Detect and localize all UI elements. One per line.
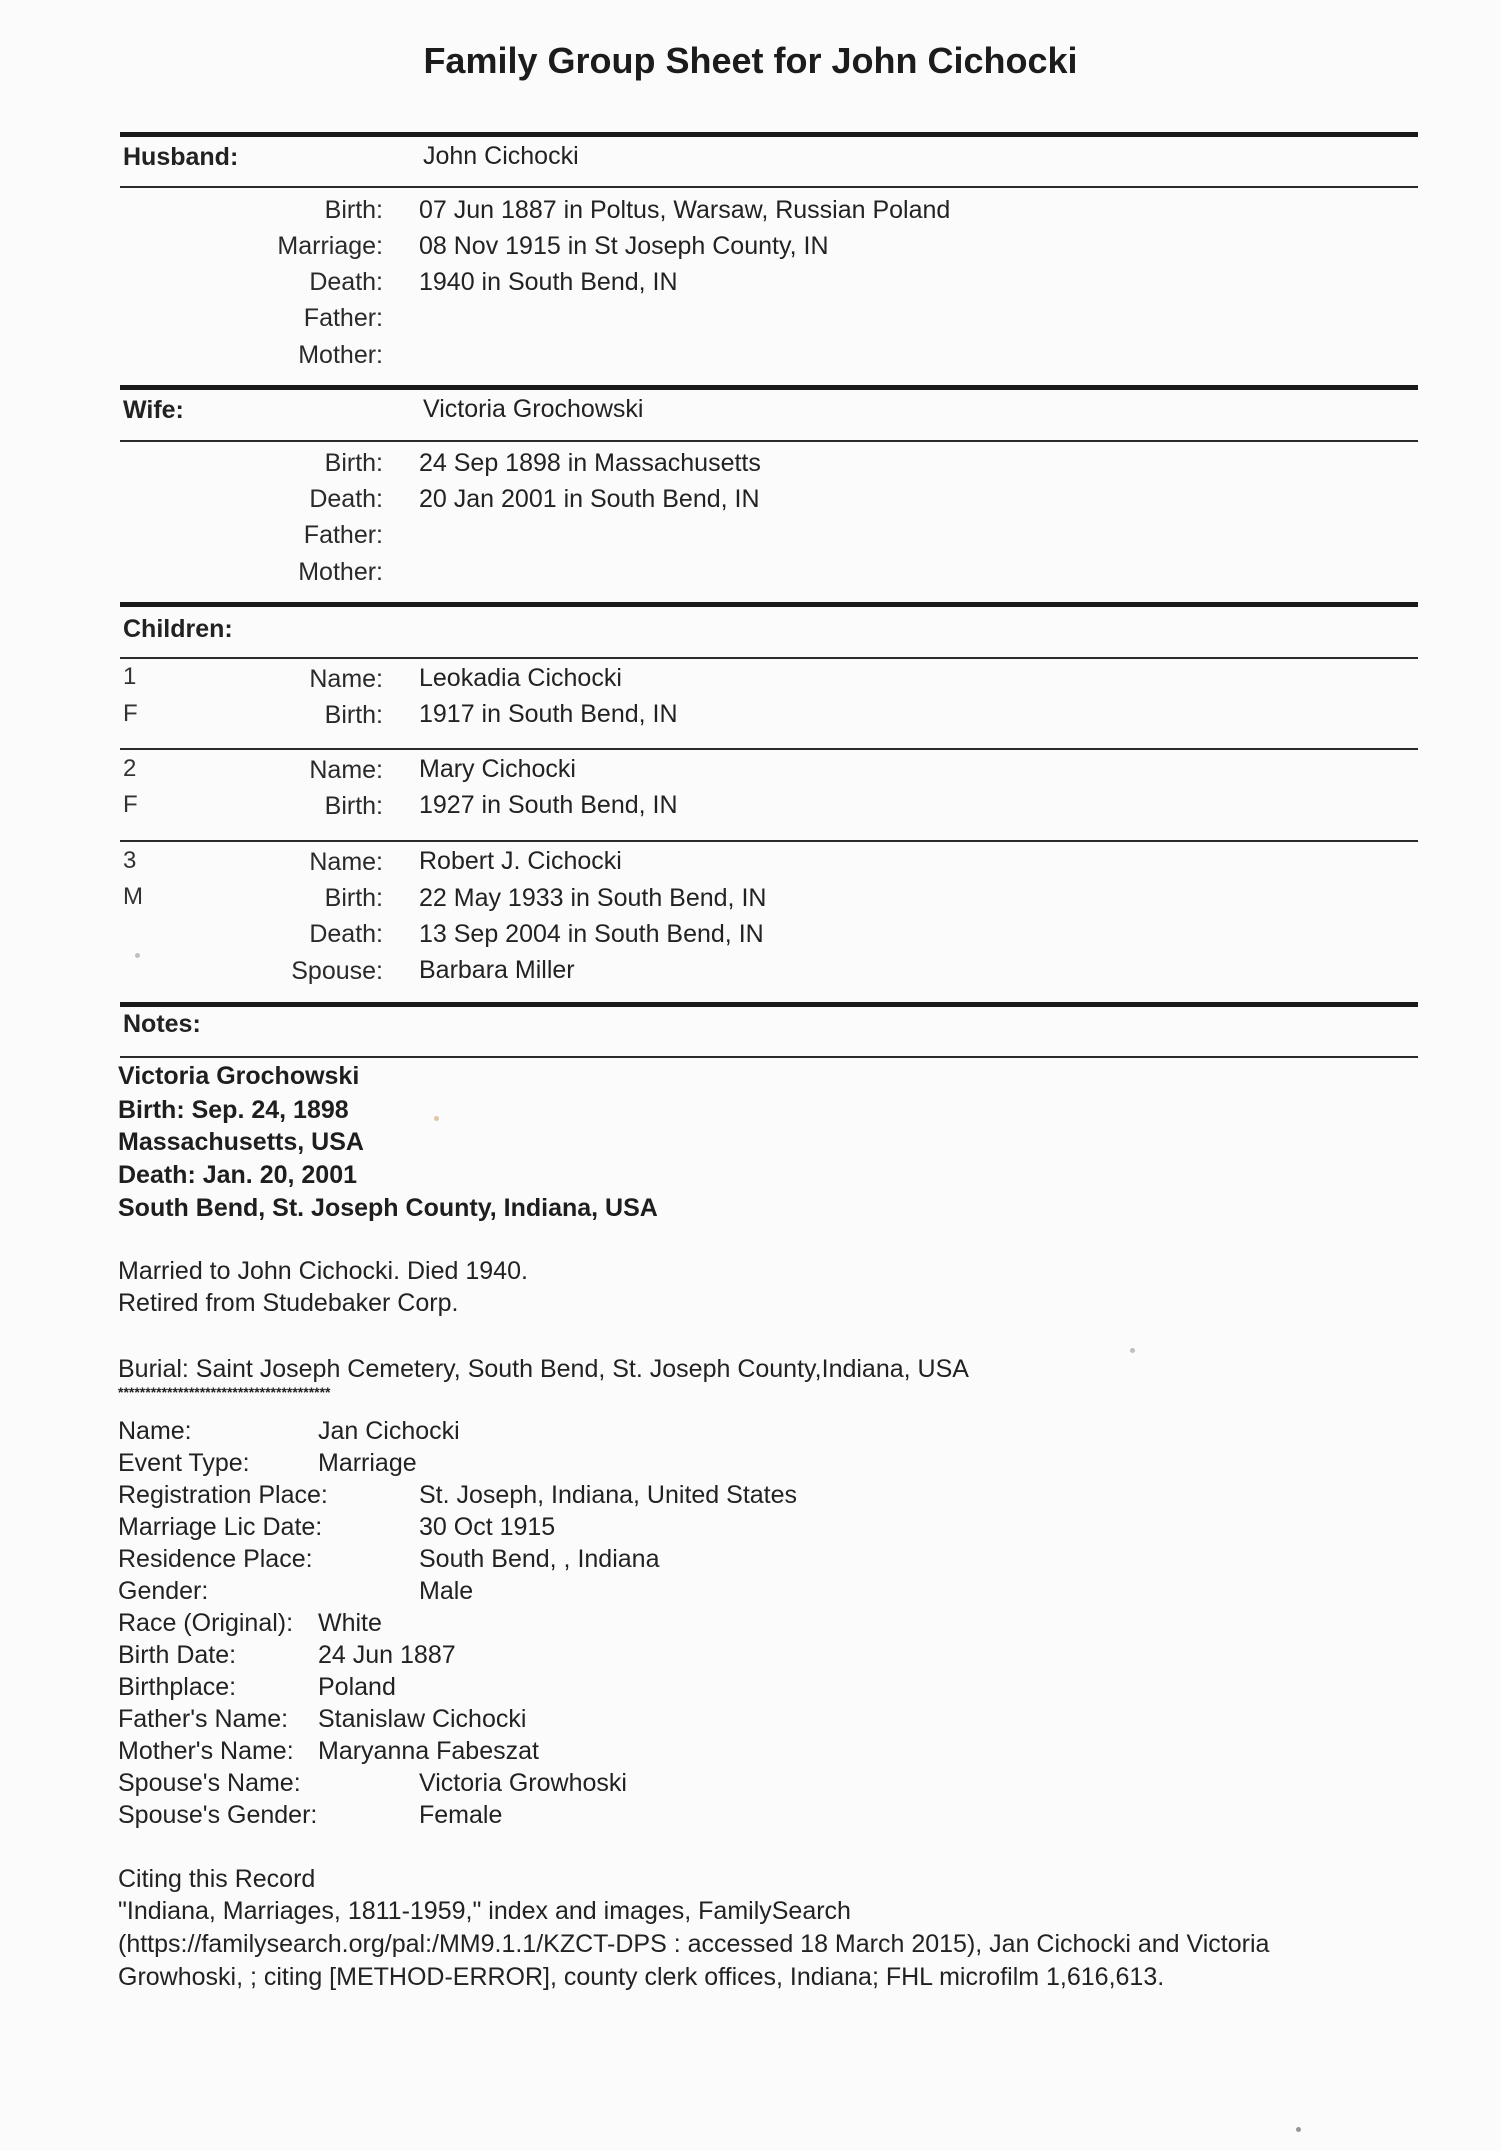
record-value: White <box>318 1609 382 1637</box>
citation-heading: Citing this Record <box>118 1865 316 1893</box>
wife-death-label: Death: <box>309 485 383 513</box>
wife-mother-label: Mother: <box>298 558 383 586</box>
scan-speck <box>1130 1348 1135 1353</box>
record-label: Residence Place: <box>118 1545 313 1573</box>
child-sex: M <box>123 883 143 910</box>
separator-stars: *************************************** <box>118 1384 331 1400</box>
citation-line: Growhoski, ; citing [METHOD-ERROR], county clerk offices, Indiana; FHL microfilm 1,616,613. <box>118 1963 1165 1991</box>
citation-line: "Indiana, Marriages, 1811-1959," index and images, FamilySearch <box>118 1897 851 1925</box>
child-divider <box>120 840 1418 842</box>
child-spouse-label: Spouse: <box>291 957 383 985</box>
record-label: Spouse's Gender: <box>118 1801 318 1829</box>
note-bold-line: Death: Jan. 20, 2001 <box>118 1161 358 1189</box>
child-birth-value: 1927 in South Bend, IN <box>419 791 678 819</box>
section-divider <box>120 385 1418 390</box>
section-subdivider <box>120 186 1418 188</box>
record-value: 30 Oct 1915 <box>419 1513 556 1541</box>
record-label: Event Type: <box>118 1449 250 1477</box>
children-label: Children: <box>123 615 233 643</box>
child-number: 3 <box>123 847 137 874</box>
section-subdivider <box>120 1056 1418 1058</box>
section-divider <box>120 602 1418 607</box>
section-divider <box>120 1002 1418 1007</box>
section-subdivider <box>120 657 1418 659</box>
note-bold-line: Victoria Grochowski <box>118 1062 360 1090</box>
wife-birth-label: Birth: <box>324 449 383 477</box>
record-label: Father's Name: <box>118 1705 289 1733</box>
record-label: Registration Place: <box>118 1481 328 1509</box>
note-bold-line: South Bend, St. Joseph County, Indiana, USA <box>118 1194 658 1222</box>
husband-father-label: Father: <box>303 304 383 332</box>
child-spouse-value: Barbara Miller <box>419 956 575 984</box>
child-birth-value: 1917 in South Bend, IN <box>419 700 678 728</box>
record-label: Race (Original): <box>118 1609 294 1637</box>
child-name-label: Name: <box>309 756 383 784</box>
record-label: Name: <box>118 1417 192 1445</box>
record-label: Birthplace: <box>118 1673 237 1701</box>
child-birth-label: Birth: <box>324 884 383 912</box>
record-value: Jan Cichocki <box>318 1417 460 1445</box>
child-death-label: Death: <box>309 920 383 948</box>
citation-line: (https://familysearch.org/pal:/MM9.1.1/KZCT-DPS : accessed 18 March 2015), Jan Cichocki and Victoria <box>118 1930 1270 1958</box>
child-name-value: Leokadia Cichocki <box>419 664 622 692</box>
note-bold-line: Massachusetts, USA <box>118 1128 364 1156</box>
wife-birth-value: 24 Sep 1898 in Massachusetts <box>419 449 761 477</box>
record-value: 24 Jun 1887 <box>318 1641 456 1669</box>
child-birth-label: Birth: <box>324 792 383 820</box>
husband-death-value: 1940 in South Bend, IN <box>419 268 678 296</box>
record-label: Mother's Name: <box>118 1737 294 1765</box>
note-line: Married to John Cichocki. Died 1940. <box>118 1257 528 1285</box>
child-number: 1 <box>123 663 137 690</box>
husband-mother-label: Mother: <box>298 341 383 369</box>
scan-speck <box>434 1116 439 1121</box>
child-name-label: Name: <box>309 848 383 876</box>
record-value: South Bend, , Indiana <box>419 1545 660 1573</box>
husband-name: John Cichocki <box>423 142 579 170</box>
record-value: Maryanna Fabeszat <box>318 1737 539 1765</box>
scan-speck <box>1296 2127 1301 2132</box>
record-value: Female <box>419 1801 503 1829</box>
child-sex: F <box>123 700 138 727</box>
note-line: Retired from Studebaker Corp. <box>118 1289 459 1317</box>
notes-label: Notes: <box>123 1010 201 1038</box>
record-value: Stanislaw Cichocki <box>318 1705 527 1733</box>
section-divider <box>120 132 1418 137</box>
scan-speck <box>135 953 140 958</box>
record-value: Victoria Growhoski <box>419 1769 627 1797</box>
child-name-value: Robert J. Cichocki <box>419 847 622 875</box>
record-label: Marriage Lic Date: <box>118 1513 323 1541</box>
wife-father-label: Father: <box>303 521 383 549</box>
husband-marriage-label: Marriage: <box>277 232 383 260</box>
record-value: St. Joseph, Indiana, United States <box>419 1481 798 1509</box>
child-death-value: 13 Sep 2004 in South Bend, IN <box>419 920 764 948</box>
record-value: Poland <box>318 1673 396 1701</box>
child-sex: F <box>123 791 138 818</box>
record-label: Gender: <box>118 1577 209 1605</box>
section-subdivider <box>120 440 1418 442</box>
record-value: Male <box>419 1577 474 1605</box>
record-value: Marriage <box>318 1449 417 1477</box>
record-label: Spouse's Name: <box>118 1769 301 1797</box>
burial-line: Burial: Saint Joseph Cemetery, South Bend, St. Joseph County,Indiana, USA <box>118 1355 969 1383</box>
husband-birth-value: 07 Jun 1887 in Poltus, Warsaw, Russian Poland <box>419 196 951 224</box>
note-bold-line: Birth: Sep. 24, 1898 <box>118 1096 349 1124</box>
page-title: Family Group Sheet for John Cichocki <box>423 40 1078 81</box>
wife-label: Wife: <box>123 396 184 424</box>
child-number: 2 <box>123 755 137 782</box>
husband-marriage-value: 08 Nov 1915 in St Joseph County, IN <box>419 232 829 260</box>
child-name-value: Mary Cichocki <box>419 755 576 783</box>
wife-death-value: 20 Jan 2001 in South Bend, IN <box>419 485 760 513</box>
husband-label: Husband: <box>123 143 239 171</box>
child-name-label: Name: <box>309 665 383 693</box>
child-divider <box>120 748 1418 750</box>
husband-death-label: Death: <box>309 268 383 296</box>
child-birth-label: Birth: <box>324 701 383 729</box>
wife-name: Victoria Grochowski <box>423 395 644 423</box>
record-label: Birth Date: <box>118 1641 237 1669</box>
husband-birth-label: Birth: <box>324 196 383 224</box>
child-birth-value: 22 May 1933 in South Bend, IN <box>419 884 767 912</box>
